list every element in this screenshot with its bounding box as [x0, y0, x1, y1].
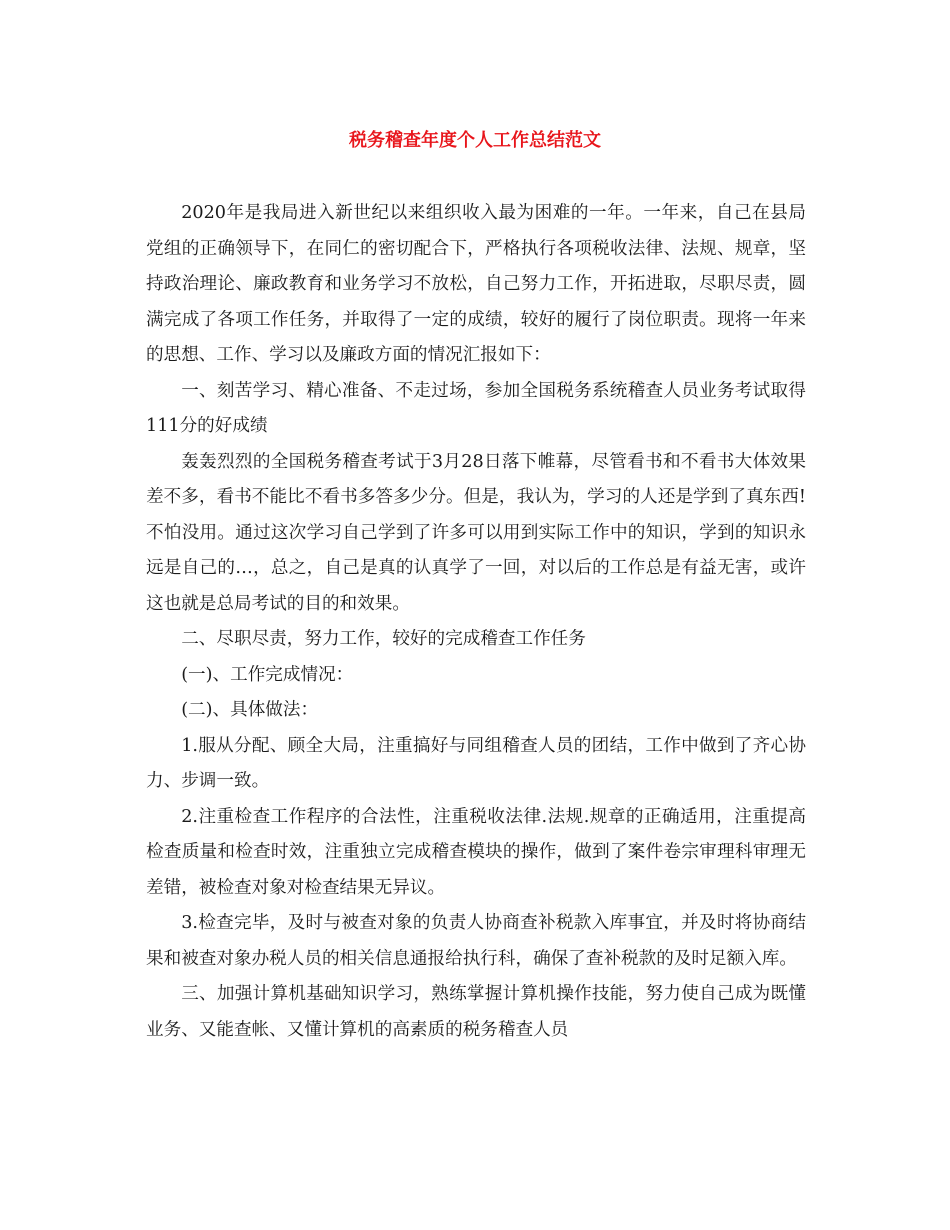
document-body: [146, 196, 806, 1048]
paragraph-intro: 2020年是我局进入新世纪以来组织收入最为困难的一年。一年来，自己在县局党组的正确领导下，在同仁的密切配合下，严格执行各项税收法律、法规、规章，坚持政治理论、廉政教育和业务学习不放松，自己努力工作，开拓进取，尽职尽责，圆满完成了各项工作任务，并取得了一定的成绩，较好的履行了岗位职责。现将一年来的思想、工作、学习以及廉政方面的情况汇报如下：: [146, 203, 806, 365]
subheading-methods: (二)、具体做法：: [181, 700, 319, 720]
list-item-3: 3.检查完毕，及时与被查对象的负责人协商查补税款入库事宜，并及时将协商结果和被查对象办税人员的相关信息通报给执行科，确保了查补税款的及时足额入库。: [146, 913, 806, 969]
list-item-2: 2.注重检查工作程序的合法性，注重税收法律.法规.规章的正确适用，注重提高检查质量和检查时效，注重独立完成稽查模块的操作，做到了案件卷宗审理科审理无差错，被检查对象对检查结果无异议。: [146, 806, 806, 898]
document-title: 税务稽查年度个人工作总结范文: [349, 130, 601, 151]
subheading-completion: (一)、工作完成情况：: [181, 664, 354, 685]
paragraph-exam: 轰轰烈烈的全国税务稽查考试于3月28日落下帷幕，尽管看书和不看书大体效果差不多，看书不能比不看书多答多少分。但是，我认为，学习的人还是学到了真东西!不怕没用。通过这次学习自己学到了许多可以用到实际工作中的知识，学到的知识永远是自己的…，总之，自己是真的认真学了一回，对以后的工作总是有益无害，或许这也就是总局考试的目的和效果。: [146, 451, 806, 614]
heading-section-3: 三、加强计算机基础知识学习，熟练掌握计算机操作技能，努力使自己成为既懂业务、又能查帐、又懂计算机的高素质的税务稽查人员: [146, 984, 806, 1040]
list-item-1: 1.服从分配、顾全大局，注重搞好与同组稽查人员的团结，工作中做到了齐心协力、步调一致。: [146, 735, 806, 791]
heading-section-2: 二、尽职尽责，努力工作，较好的完成稽查工作任务: [181, 629, 586, 649]
heading-section-1: 一、刻苦学习、精心准备、不走过场，参加全国税务系统稽查人员业务考试取得111分的好成绩: [146, 380, 806, 436]
